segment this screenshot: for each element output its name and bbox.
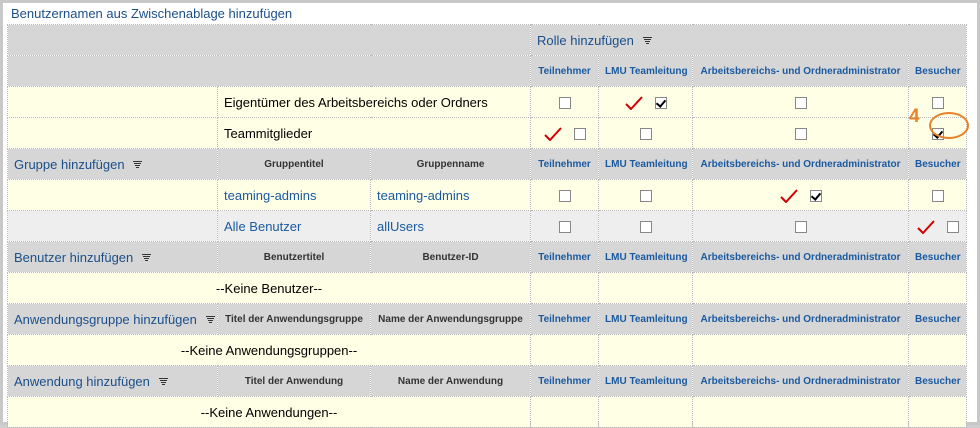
app-header-row (8, 366, 967, 397)
col-appgroup-name: Name der Anwendungsgruppe (371, 304, 531, 335)
col-besucher: Besucher (909, 149, 967, 180)
permissions-table (7, 24, 967, 428)
role-checkbox[interactable] (640, 128, 652, 140)
red-check-mark-icon (780, 189, 798, 203)
add-appgroup-label: Anwendungsgruppe hinzufügen (14, 311, 197, 327)
filter-icon[interactable] (159, 378, 168, 386)
group-title-link[interactable]: Alle Benutzer (218, 211, 371, 242)
col-teilnehmer: Teilnehmer (531, 242, 599, 273)
col-group-title: Gruppentitel (218, 149, 371, 180)
role-checkbox[interactable] (947, 221, 959, 233)
filter-icon[interactable] (142, 254, 151, 262)
app-empty-row (8, 397, 967, 428)
add-group-header[interactable] (8, 149, 218, 180)
role-checkbox[interactable] (640, 221, 652, 233)
role-checkbox[interactable] (559, 221, 571, 233)
group-title-link[interactable]: teaming-admins (218, 180, 371, 211)
col-besucher: Besucher (909, 56, 967, 87)
no-users-text: --Keine Benutzer-- (8, 273, 531, 304)
col-teilnehmer: Teilnehmer (531, 56, 599, 87)
col-besucher: Besucher (909, 242, 967, 273)
add-appgroup-header[interactable] (8, 304, 218, 335)
filter-icon[interactable] (206, 316, 215, 324)
annotation-circle (929, 112, 969, 139)
col-admin: Arbeitsbereichs- und Ordneradministrator (693, 304, 909, 335)
col-admin: Arbeitsbereichs- und Ordneradministrator (693, 242, 909, 273)
add-app-label: Anwendung hinzufügen (14, 373, 150, 389)
add-group-label: Gruppe hinzufügen (14, 156, 125, 172)
role-checkbox[interactable] (559, 97, 571, 109)
col-app-name: Name der Anwendung (371, 366, 531, 397)
col-user-id: Benutzer-ID (371, 242, 531, 273)
group-row (8, 180, 967, 211)
group-row (8, 211, 967, 242)
col-besucher: Besucher (909, 304, 967, 335)
col-teilnehmer: Teilnehmer (531, 304, 599, 335)
role-row (8, 87, 967, 118)
red-check-mark-icon (544, 127, 562, 141)
col-lmu-teamleitung: LMU Teamleitung (599, 366, 693, 397)
col-besucher: Besucher (909, 366, 967, 397)
group-header-row (8, 149, 967, 180)
no-appgroups-text: --Keine Anwendungsgruppen-- (8, 335, 531, 366)
appgroup-empty-row (8, 335, 967, 366)
annotation-number: 4 (909, 106, 920, 127)
filter-icon[interactable] (643, 37, 652, 45)
add-app-header[interactable] (8, 366, 218, 397)
group-name-link[interactable]: teaming-admins (371, 180, 531, 211)
col-admin: Arbeitsbereichs- und Ordneradministrator (693, 149, 909, 180)
user-header-row (8, 242, 967, 273)
role-checkbox[interactable] (795, 221, 807, 233)
filter-icon[interactable] (133, 161, 142, 169)
red-check-mark-icon (625, 96, 643, 110)
role-checkbox[interactable] (810, 190, 822, 202)
role-checkbox[interactable] (795, 128, 807, 140)
page-title: Benutzernamen aus Zwischenablage hinzufügen (11, 6, 293, 21)
red-check-mark-icon (917, 220, 935, 234)
add-user-header[interactable] (8, 242, 218, 273)
col-lmu-teamleitung: LMU Teamleitung (599, 242, 693, 273)
role-checkbox[interactable] (559, 190, 571, 202)
add-role-header[interactable] (531, 25, 967, 56)
col-lmu-teamleitung: LMU Teamleitung (599, 304, 693, 335)
no-apps-text: --Keine Anwendungen-- (8, 397, 531, 428)
appgroup-header-row (8, 304, 967, 335)
col-user-title: Benutzertitel (218, 242, 371, 273)
col-admin: Arbeitsbereichs- und Ordneradministrator (693, 56, 909, 87)
add-role-label: Rolle hinzufügen (537, 32, 634, 48)
role-row-label: Eigentümer des Arbeitsbereichs oder Ordners (218, 87, 531, 118)
col-app-title: Titel der Anwendung (218, 366, 371, 397)
col-appgroup-title: Titel der Anwendungsgruppe (218, 304, 371, 335)
role-header-row (8, 25, 967, 56)
role-row (8, 118, 967, 149)
user-empty-row (8, 273, 967, 304)
col-lmu-teamleitung: LMU Teamleitung (599, 149, 693, 180)
role-checkbox[interactable] (932, 190, 944, 202)
role-checkbox[interactable] (640, 190, 652, 202)
role-checkbox[interactable] (655, 97, 667, 109)
col-admin: Arbeitsbereichs- und Ordneradministrator (693, 366, 909, 397)
role-columns-row (8, 56, 967, 87)
col-lmu-teamleitung: LMU Teamleitung (599, 56, 693, 87)
col-teilnehmer: Teilnehmer (531, 366, 599, 397)
role-checkbox[interactable] (574, 128, 586, 140)
col-teilnehmer: Teilnehmer (531, 149, 599, 180)
role-checkbox[interactable] (932, 97, 944, 109)
role-checkbox[interactable] (795, 97, 807, 109)
col-group-name: Gruppenname (371, 149, 531, 180)
role-row-label: Teammitglieder (218, 118, 531, 149)
group-name-link[interactable]: allUsers (371, 211, 531, 242)
add-user-label: Benutzer hinzufügen (14, 249, 134, 265)
